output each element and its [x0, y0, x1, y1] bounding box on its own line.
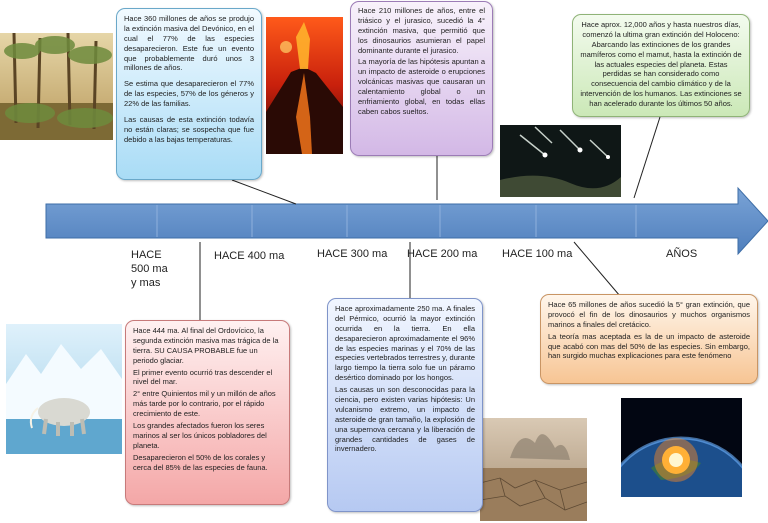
timeline-label-100: HACE 100 ma: [502, 248, 573, 260]
callout-triasico: [350, 1, 493, 156]
cretacico-text-2: La teoría mas aceptada es la de un impacto de asteroide que acabó con mas del 50% de las especies. Sin embargo, han surgido muchas explicaciones para este fenómeno: [548, 331, 750, 361]
triasico-text-1: Hace 210 millones de años, entre el triásico y el jurasico, sucedió la 4° extinción masiva, que permitió que los dinosaurios asumieran el papel dominante durante el jurasico.: [358, 6, 485, 55]
forest-photo: [0, 33, 113, 140]
cretacico-text-1: Hace 65 millones de años sucedió la 5° gran extinción, que provocó el fin de los dinosaurios y muchos organismos marinos a finales del cretácico.: [548, 300, 750, 329]
ordovicico-text-2: El primer evento ocurrió tras descender el nivel del mar.: [133, 367, 273, 387]
ordovicico-text-5: Desaparecieron el 50% de los corales y cerca del 85% de las especies de fauna.: [133, 452, 268, 472]
callout-devonico: [116, 8, 262, 180]
holoceno-text-1: Hace aprox. 12,000 años y hasta nuestros días, comenzó la ultima gran extinción del Holoceno: Abarcando las extinciones de los grandes mamíferos como el mamut, hasta la extinción de las actuales especies del planeta. Estas perdidas se han considerado como consecuencia del cambio climático y de la intervención de los humanos. Las extinciones se han acelerado durante los últimos 50 años.: [580, 20, 742, 109]
volcano-photo: [266, 17, 343, 154]
devonico-text-1: Hace 360 millones de años se produjo la extinción masiva del Devónico, en el cual el 77% de las especies desaparecieron. Este fue un evento que probablemente duró unos 3 millones de años.: [124, 14, 254, 73]
ordovicico-text-3: 2° entre Quinientos mil y un millón de años más tarde por lo contrario, por el rápido crecimiento de este.: [133, 389, 276, 419]
ordovicico-text-1: Hace 444 ma. Al final del Ordovícico, la segunda extinción masiva mas trágica de la tierra. SU CAUSA PROBABLE fue un periodo glaciar.: [133, 326, 279, 365]
earth-impact-photo: [621, 398, 742, 497]
label-line: HACE: [131, 249, 162, 261]
callout-permico: [327, 298, 483, 512]
devonico-text-3: Las causas de esta extinción todavía no están claras; se sospecha que fue debido a las bajas temperaturas.: [124, 115, 254, 144]
callout-cretacico: [540, 294, 758, 384]
desert-photo: [480, 418, 587, 521]
callout-ordovicico: [125, 320, 290, 505]
timeline-label-500: [131, 249, 168, 290]
ordovicico-text-4: Los grandes afectados fueron los seres marinos al ser los únicos pobladores del planeta.: [133, 421, 267, 450]
timeline-label-300: HACE 300 ma: [317, 248, 388, 260]
label-line: y mas: [131, 276, 161, 289]
label-line: 500 ma: [131, 262, 168, 275]
meteor-photo: [500, 125, 621, 197]
permico-text-2: Las causas un son desconocidas para la ciencia, pero existen varias hipótesis: Un vulcanismo extremo, un impacto de asteroide de gran tamaño, la explosión de una supernova cercana y la liberación de grandes cantidades de gases de invernadero.: [335, 385, 475, 454]
timeline-label-400: HACE 400 ma: [214, 250, 285, 262]
callout-holoceno: [572, 14, 750, 117]
devonico-text-2: Se estima que desaparecieron el 77% de las especies, 57% de los géneros y 22% de las familias.: [124, 79, 254, 109]
triasico-text-2: La mayoría de las hipótesis apuntan a un impacto de asteroide o erupciones volcánicas masivas que causaran un calentamiento global o un enfriamiento global, en todas ellas caben cabos sueltos.: [358, 57, 485, 116]
timeline-label-200: HACE 200 ma: [407, 248, 478, 260]
timeline-label-anos: AÑOS: [666, 248, 698, 260]
ice-mammoth-photo: [6, 324, 122, 454]
permico-text-1: Hace aproximadamente 250 ma. A finales del Pérmico, ocurrió la mayor extinción ocurrida en la tierra. En ella desaparecieron aproximadamente el 96% de las especies marinas y el 70% de las especies vertebrados terrestres y, durante largo tiempo la tierra solo fue un páramo desértico dominado por los hongos.: [335, 304, 475, 383]
